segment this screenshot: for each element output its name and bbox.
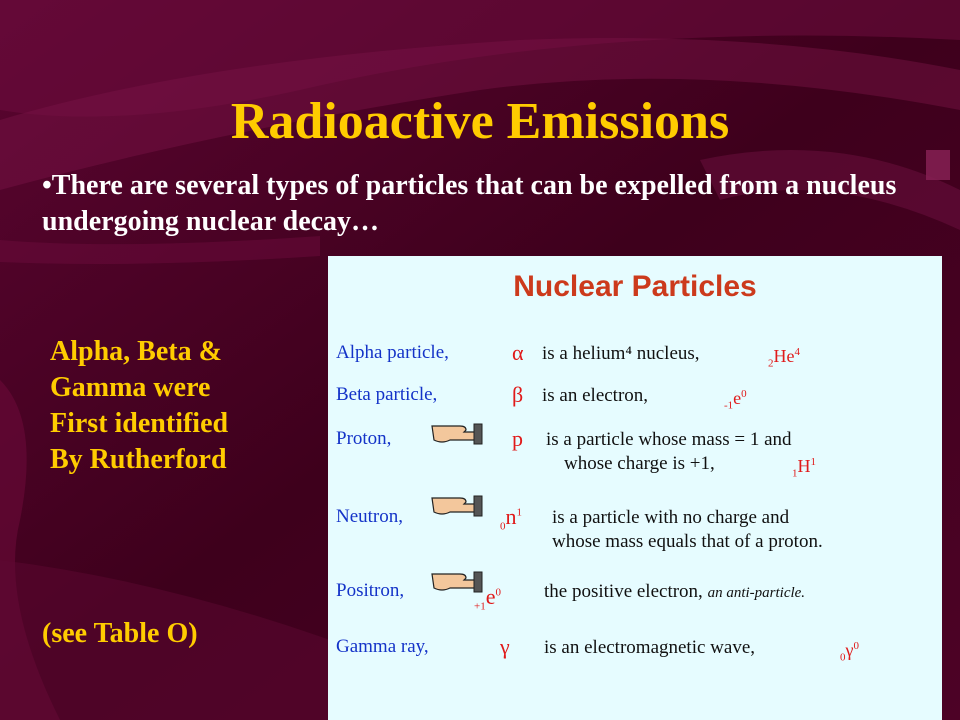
nuclide-base: e [733,388,742,408]
particle-name: Proton, [336,428,392,449]
nuclide-superscript: 4 [794,346,800,358]
symbol-base: n [505,504,517,529]
particle-description [546,428,792,476]
table-row-neutron [328,506,942,562]
nuclide-notation [724,388,747,412]
description-line: whose charge is +1, [564,453,715,474]
table-row-positron [328,580,942,620]
intro-bullet: •There are several types of particles that can be expelled from a nucleus undergoing nuclear decay… [42,170,897,237]
particle-name: Neutron, [336,506,404,527]
description-line: is an electron, [542,385,649,406]
particle-symbol: γ [500,634,510,659]
particle-name: Alpha particle, [336,342,449,363]
nuclide-subscript: 0 [840,651,846,664]
particle-description [544,580,805,605]
particle-symbol: β [512,382,524,407]
table-row-proton [328,428,942,484]
description-line: is a helium⁴ nucleus, [542,343,700,364]
particle-symbol [474,584,501,612]
nuclide-subscript: -1 [724,399,734,412]
rutherford-note-line: First identified [50,408,229,439]
table-row-beta [328,384,942,424]
table-row-alpha [328,342,942,382]
symbol-subscript: 0 [500,520,506,533]
nuclide-superscript: 0 [741,388,747,400]
particle-description [544,636,755,660]
particle-name: Gamma ray, [336,636,429,657]
description-note: an anti-particle. [707,585,806,601]
symbol-subscript: +1 [474,600,486,613]
nuclide-superscript: 1 [810,456,816,468]
particle-name: Positron, [336,580,405,601]
pointing-hand-icon [430,420,484,446]
nuclide-subscript: 1 [792,467,798,480]
description-line: the positive electron, [544,581,703,602]
rutherford-note-line: Alpha, Beta & [50,336,222,367]
symbol-base: e [485,584,496,609]
table-row-gamma [328,636,942,676]
rutherford-note-line: By Rutherford [50,444,227,475]
symbol-superscript: 1 [516,506,522,519]
description-line: is a particle whose mass = 1 and [546,429,792,450]
nuclide-base: γ [845,640,854,660]
slide-title: Radioactive Emissions [230,93,730,150]
nuclide-notation [792,456,816,480]
particle-symbol: α [512,340,524,365]
particle-symbol: p [512,426,523,451]
nuclide-notation [768,346,800,370]
particle-symbol [500,504,522,532]
description-line: is a particle with no charge and [552,507,790,528]
nuclear-particles-table [328,256,942,720]
symbol-superscript: 0 [495,586,501,599]
see-table-note: (see Table O) [42,618,198,649]
nuclide-subscript: 2 [768,357,774,370]
particle-description [542,342,700,366]
particle-name: Beta particle, [336,384,438,405]
nuclide-base: H [797,456,811,476]
nuclide-notation [840,640,859,664]
nuclide-base: He [773,346,795,366]
pointing-hand-icon [430,492,484,518]
nuclide-superscript: 0 [853,640,859,652]
particle-description [552,506,823,554]
rutherford-note-line: Gamma were [50,372,211,403]
table-title: Nuclear Particles [513,270,757,303]
rutherford-note [50,334,320,478]
description-line: whose mass equals that of a proton. [552,531,823,552]
particle-description [542,384,648,408]
description-line: is an electromagnetic wave, [544,637,756,658]
